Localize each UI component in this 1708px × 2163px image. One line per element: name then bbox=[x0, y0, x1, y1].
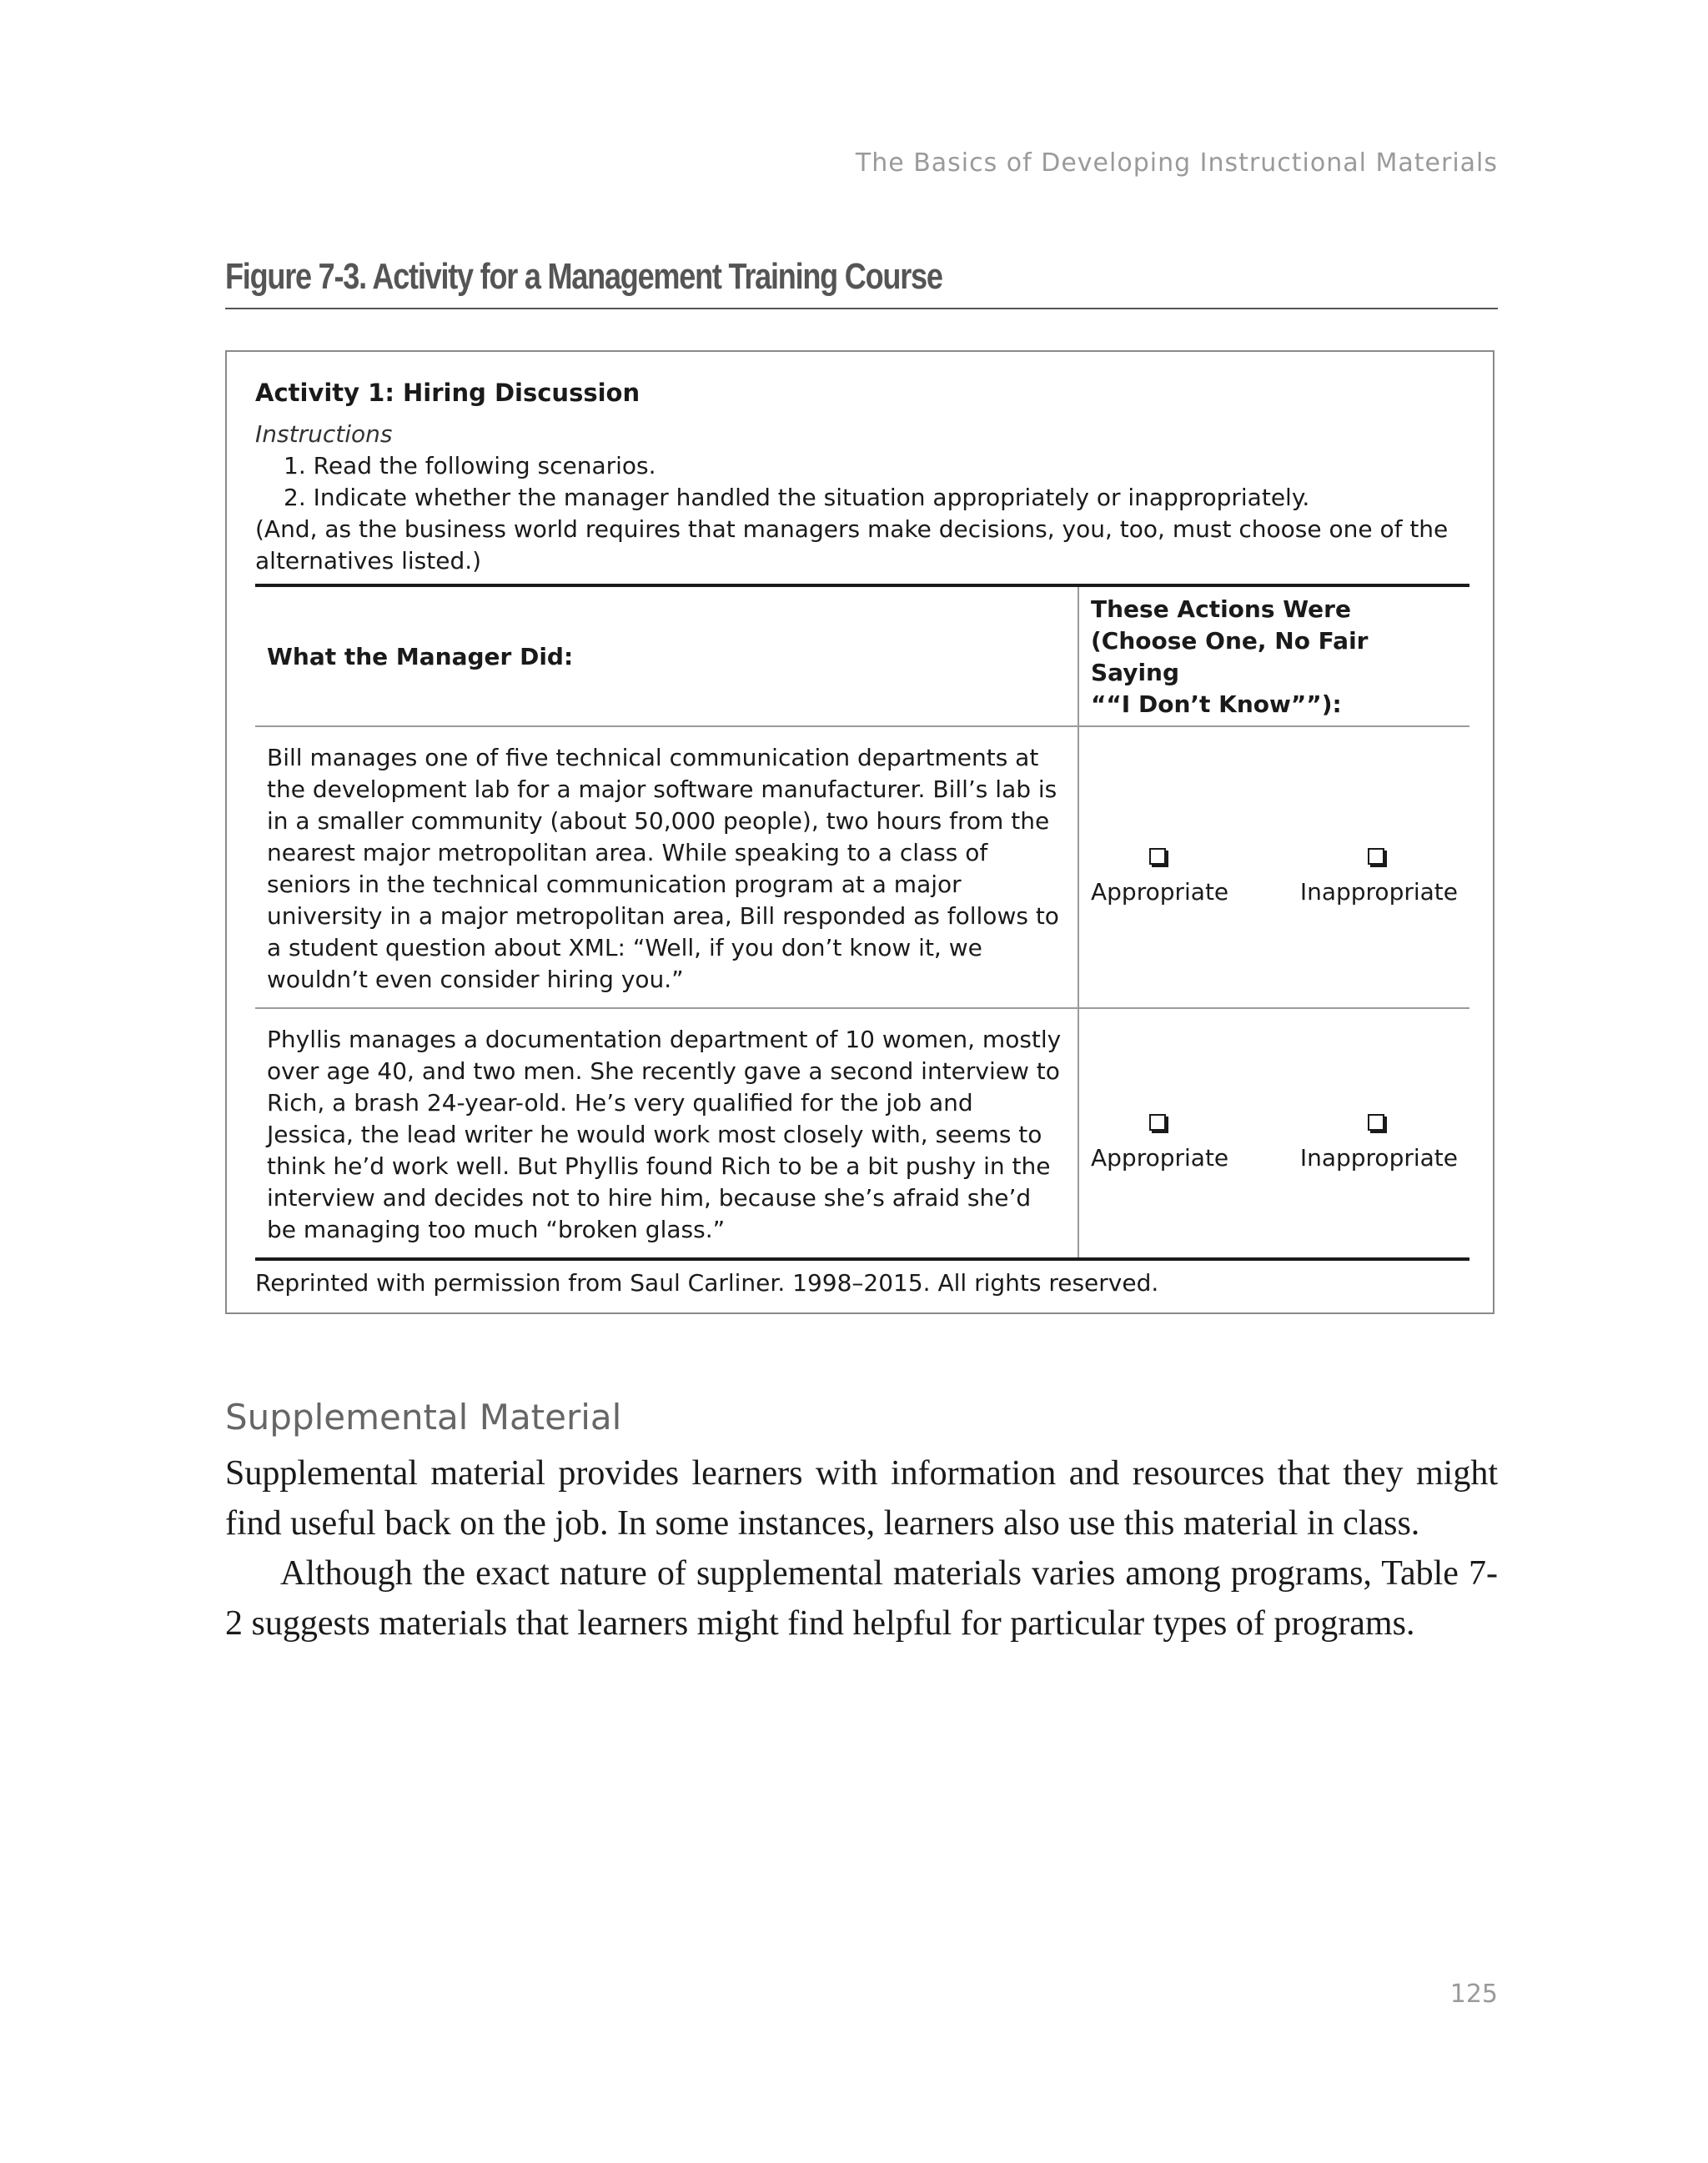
choice-label: Appropriate bbox=[1091, 1144, 1229, 1172]
body-paragraph: Supplemental material provides learners with information and resources that they might find useful back on the job. In some instances, learners also use this material in class. bbox=[225, 1454, 1498, 1543]
section-body bbox=[225, 1448, 1498, 1649]
header-these-actions-were bbox=[1078, 585, 1469, 726]
instructions-note: (And, as the business world requires that managers make decisions, you, too, must choose one of the alternatives listed.) bbox=[255, 515, 1449, 575]
activity-box bbox=[225, 350, 1494, 1314]
instructions-label: Instructions bbox=[255, 420, 393, 448]
choice-label: Inappropriate bbox=[1299, 1144, 1458, 1172]
choice-cell bbox=[1078, 726, 1469, 1008]
choice-appropriate[interactable] bbox=[1091, 848, 1228, 908]
instruction-step: 2. Indicate whether the manager handled the situation appropriately or inappropriately. bbox=[284, 484, 1310, 511]
header-what-manager-did: What the Manager Did: bbox=[255, 585, 1078, 726]
figure-title: Figure 7-3. Activity for a Management Training Course bbox=[225, 256, 942, 297]
choice-label: Inappropriate bbox=[1299, 878, 1458, 906]
checkbox-icon[interactable] bbox=[1149, 1114, 1166, 1131]
checkbox-icon[interactable] bbox=[1149, 848, 1166, 865]
activity-content bbox=[255, 375, 1469, 1299]
scenario-description: Bill manages one of five technical communication departments at the development lab for a major software manufacturer. Bill’s lab is in a smaller community (about 50,000 people), two hours from the nearest major metropolitan area. While speaking to a class of seniors in the technical communication program at a major university in a major metropolitan area, Bill responded as follows to a student question about XML: “Well, if you don’t know it, we wouldn’t even consider hiring you.” bbox=[255, 726, 1078, 1008]
choice-group bbox=[1091, 848, 1458, 908]
figure-title-rule bbox=[225, 308, 1498, 309]
running-head: The Basics of Developing Instructional Materials bbox=[855, 148, 1498, 178]
choice-inappropriate[interactable] bbox=[1300, 1114, 1458, 1174]
table-header-row bbox=[255, 585, 1469, 726]
header-line: (Choose One, No Fair Saying bbox=[1091, 627, 1369, 686]
header-line: These Actions Were bbox=[1091, 595, 1351, 623]
body-paragraph: Although the exact nature of supplemental materials varies among programs, Table 7-2 suggests materials that learners might find helpful for particular types of programs. bbox=[225, 1554, 1498, 1643]
choice-label: Appropriate bbox=[1091, 878, 1229, 906]
header-line: ““I Don’t Know””): bbox=[1091, 690, 1342, 718]
checkbox-icon[interactable] bbox=[1368, 848, 1384, 865]
figure-credit: Reprinted with permission from Saul Carliner. 1998–2015. All rights reserved. bbox=[255, 1269, 1159, 1297]
instruction-steps bbox=[255, 450, 1469, 514]
page-number: 125 bbox=[1449, 1980, 1498, 2009]
choice-appropriate[interactable] bbox=[1091, 1114, 1228, 1174]
checkbox-icon[interactable] bbox=[1368, 1114, 1384, 1131]
table-row bbox=[255, 726, 1469, 1008]
activity-title: Activity 1: Hiring Discussion bbox=[255, 379, 640, 407]
table-row bbox=[255, 1008, 1469, 1259]
scenario-description: Phyllis manages a documentation department of 10 women, mostly over age 40, and two men. She recently gave a second interview to Rich, a brash 24-year-old. He’s very qualified for the job and Jessica, the lead writer he would work most closely with, seems to think he’d work well. But Phyllis found Rich to be a bit pushy in the interview and decides not to hire him, because she’s afraid she’d be managing too much “broken glass.” bbox=[255, 1008, 1078, 1259]
choice-group bbox=[1091, 1114, 1458, 1174]
section-heading: Supplemental Material bbox=[225, 1397, 622, 1438]
instruction-step: 1. Read the following scenarios. bbox=[284, 452, 656, 479]
choice-cell bbox=[1078, 1008, 1469, 1259]
scenario-table bbox=[255, 584, 1469, 1261]
choice-inappropriate[interactable] bbox=[1300, 848, 1458, 908]
